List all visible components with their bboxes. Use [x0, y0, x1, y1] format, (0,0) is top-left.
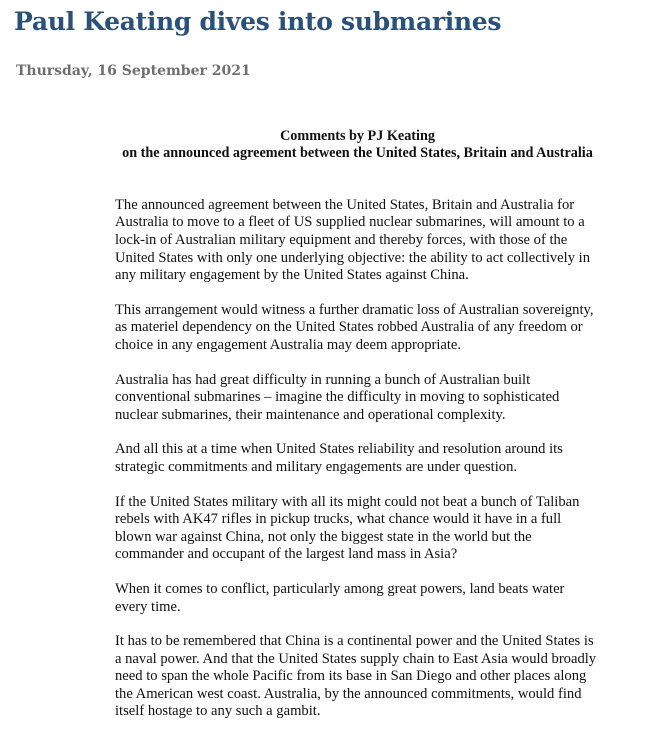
statement-paragraph-6: When it comes to conflict, particularly among great powers, land beats water every time.: [115, 580, 565, 615]
statement-paragraph-2: This arrangement would witness a further dramatic loss of Australian sovereignty, as materiel dependency on the United States robbed Australia of any freedom or choice in any engagement Australia may deem appropriate.: [115, 301, 594, 353]
statement-paragraph-3: Australia has had great difficulty in running a bunch of Australian built conventional submarines – imagine the difficulty in moving to sophisticated nuclear submarines, their maintenance and operational complexity.: [115, 371, 560, 423]
statement-paragraph-4: And all this at a time when United States reliability and resolution around its strategic commitments and military engagements are under question.: [115, 441, 563, 475]
statement-paragraph-7: It has to be remembered that China is a continental power and the United States is a naval power. And that the United States supply chain to East Asia would broadly need to span the whole Pacific from its base in San Diego and other places along the American west coast. Australia, by the announced commitments, would find itself hostage to any such a gambit.: [115, 633, 597, 720]
statement-heading: [115, 128, 600, 163]
page-title: Paul Keating dives into submarines: [14, 7, 502, 36]
statement-document: [115, 128, 600, 738]
statement-paragraph-1: The announced agreement between the United States, Britain and Australia for Australia to move to a fleet of US supplied nuclear submarines, will amount to a lock-in of Australian military equipment and thereby forces, with those of the United States with only one underlying objective: the ability to act collectively in any military engagement by the United States against China.: [115, 196, 590, 284]
statement-paragraph-5: If the United States military with all its might could not beat a bunch of Taliban rebels with AK47 rifles in pickup trucks, what chance would it have in a full blown war against China, not only the biggest state in the world but the commander and occupant of the largest land mass in Asia?: [115, 493, 580, 563]
statement-heading-line-2: on the announced agreement between the United States, Britain and Australia: [122, 145, 593, 162]
statement-heading-line-1: Comments by PJ Keating: [280, 128, 435, 144]
publish-date: Thursday, 16 September 2021: [16, 63, 251, 79]
